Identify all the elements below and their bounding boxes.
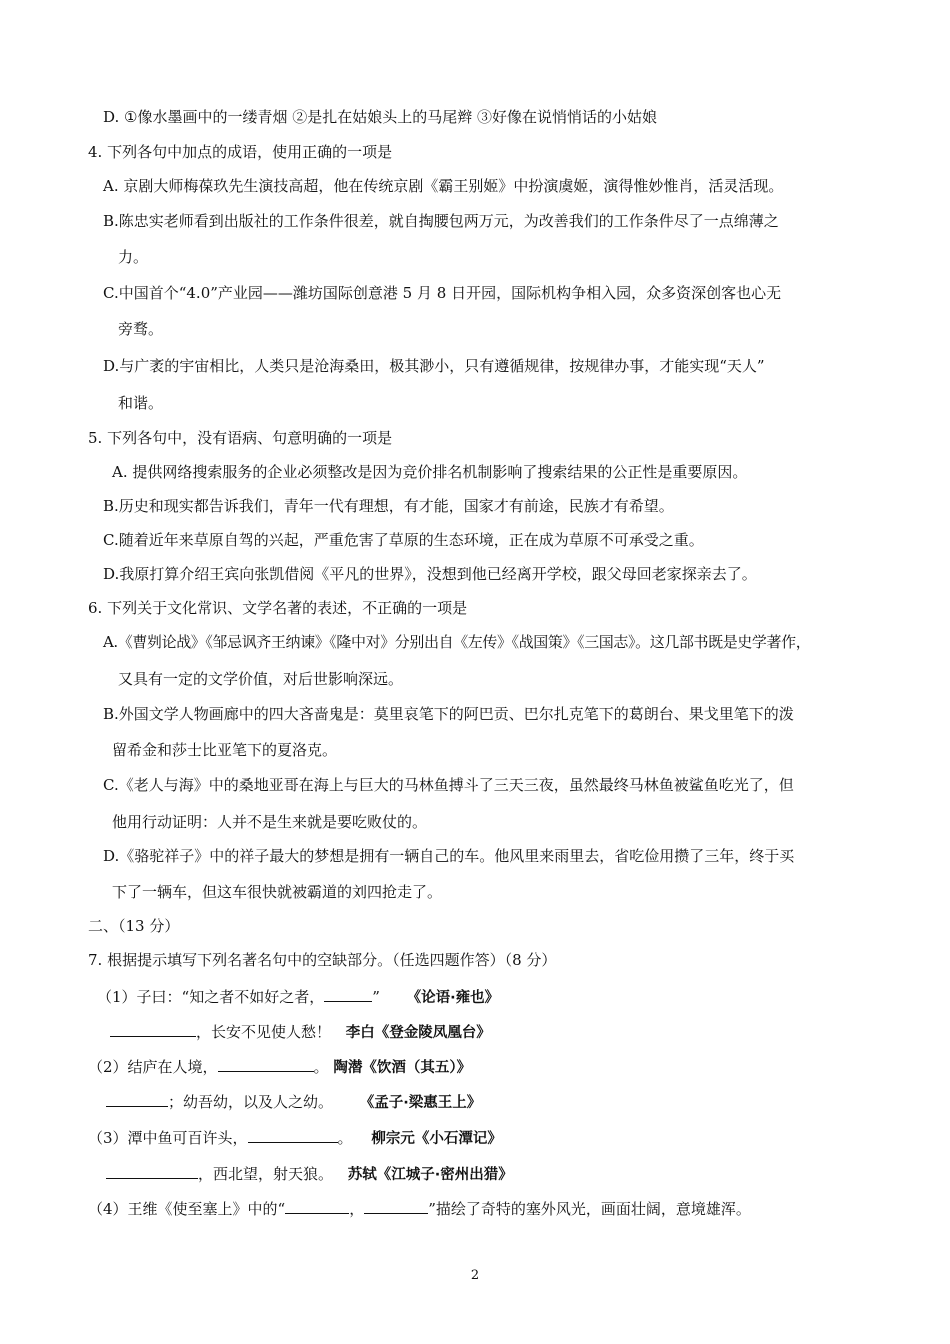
q6-option-b-cont: 留希金和莎士比亚笔下的夏洛克。 bbox=[112, 741, 338, 759]
q6-option-c-cont: 他用行动证明：人并不是生来就是要吃败仗的。 bbox=[112, 813, 428, 831]
q4-option-c: C.中国首个“4.0”产业园——潍坊国际创意港 5 月 8 日开园，国际机构争相入园，众多资深创客也心无 bbox=[103, 284, 782, 302]
q5-option-a: A. 提供网络搜索服务的企业必须整改是因为竞价排名机制影响了搜索结果的公正性是重要原因。 bbox=[112, 463, 748, 481]
q7-item1-line2-text: ，长安不见使人愁！ bbox=[196, 1023, 332, 1041]
q7-item3-line2 bbox=[106, 1163, 513, 1185]
q5-option-d: D.我原打算介绍王宾向张凯借阅《平凡的世界》，没想到他已经离开学校，跟父母回老家探亲去了。 bbox=[103, 565, 757, 583]
q6-stem: 6. 下列关于文化常识、文学名著的表述，不正确的一项是 bbox=[88, 599, 468, 617]
answer-blank[interactable] bbox=[106, 1091, 168, 1107]
q7-item4 bbox=[88, 1198, 751, 1219]
q7-item2-line2-text: ；幼吾幼，以及人之幼。 bbox=[168, 1093, 334, 1111]
q7-item2-line2 bbox=[106, 1091, 481, 1113]
answer-blank[interactable] bbox=[324, 986, 372, 1002]
q7-item3-source: 柳宗元《小石潭记》 bbox=[371, 1131, 502, 1147]
q7-item1-line2 bbox=[110, 1021, 491, 1043]
answer-blank[interactable] bbox=[110, 1021, 196, 1037]
q3-option-d: D. ①像水墨画中的一缕青烟 ②是扎在姑娘头上的马尾辫 ③好像在说悄悄话的小姑娘 bbox=[103, 108, 658, 126]
q7-item1-line2-source: 李白《登金陵凤凰台》 bbox=[345, 1025, 491, 1041]
q7-stem: 7. 根据提示填写下列名著名句中的空缺部分。（任选四题作答）（8 分） bbox=[88, 951, 557, 969]
q4-option-b: B.陈忠实老师看到出版社的工作条件很差，就自掏腰包两万元，为改善我们的工作条件尽了一点绵薄之 bbox=[103, 212, 779, 230]
answer-blank[interactable] bbox=[106, 1163, 198, 1179]
q5-option-c: C.随着近年来草原自驾的兴起，严重危害了草原的生态环境，正在成为草原不可承受之重。 bbox=[103, 531, 704, 549]
q7-item1-source: 《论语·雍也》 bbox=[406, 990, 500, 1006]
q7-item3-line1 bbox=[88, 1127, 502, 1149]
q6-option-d-cont: 下了一辆车，但这车很快就被霸道的刘四抢走了。 bbox=[112, 883, 443, 901]
q7-item4-suffix: ”描绘了奇特的塞外风光，画面壮阔，意境雄浑。 bbox=[428, 1200, 751, 1218]
answer-blank[interactable] bbox=[285, 1198, 349, 1214]
section-2-title: 二、（13 分） bbox=[88, 917, 180, 935]
q7-item3-prefix: （3）潭中鱼可百许头， bbox=[88, 1129, 248, 1147]
q6-option-a-cont: 又具有一定的文学价值，对后世影响深远。 bbox=[118, 670, 404, 688]
q7-item4-prefix: （4）王维《使至塞上》中的“ bbox=[88, 1200, 286, 1218]
q7-item1-line1 bbox=[97, 986, 499, 1008]
q7-item1-prefix: （1）子曰：“知之者不如好之者， bbox=[97, 988, 325, 1006]
q4-option-a: A. 京剧大师梅葆玖先生演技高超，他在传统京剧《霸王别姬》中扮演虞姬，演得惟妙惟肖，活灵活现。 bbox=[103, 177, 784, 195]
q4-option-c-cont: 旁骛。 bbox=[118, 320, 164, 338]
q7-item3-suffix: 。 bbox=[337, 1129, 353, 1147]
q4-stem: 4. 下列各句中加点的成语，使用正确的一项是 bbox=[88, 143, 393, 161]
q7-item2-prefix: （2）结庐在人境， bbox=[88, 1058, 218, 1076]
q7-item3-line2-source: 苏轼《江城子·密州出猎》 bbox=[347, 1167, 513, 1183]
answer-blank[interactable] bbox=[364, 1198, 428, 1214]
q7-item2-line2-source: 《孟子·梁惠王上》 bbox=[359, 1095, 482, 1111]
q4-option-b-cont: 力。 bbox=[118, 248, 149, 266]
q7-item1-suffix: ” bbox=[372, 988, 380, 1006]
q5-stem: 5. 下列各句中，没有语病、句意明确的一项是 bbox=[88, 429, 393, 447]
q6-option-a: A.《曹刿论战》《邹忌讽齐王纳谏》《隆中对》分别出自《左传》《战国策》《三国志》。这几部书既是史学著作， bbox=[103, 633, 811, 651]
q7-item4-sep: ， bbox=[349, 1200, 365, 1218]
answer-blank[interactable] bbox=[248, 1127, 338, 1143]
q6-option-d: D.《骆驼祥子》中的祥子最大的梦想是拥有一辆自己的车。他风里来雨里去，省吃俭用攒了三年，终于买 bbox=[103, 847, 795, 865]
q7-item3-line2-text: ，西北望，射天狼。 bbox=[198, 1165, 334, 1183]
q4-option-d-cont: 和谐。 bbox=[118, 394, 164, 412]
q7-item2-suffix: 。 bbox=[313, 1058, 329, 1076]
answer-blank[interactable] bbox=[218, 1056, 314, 1072]
q6-option-c: C.《老人与海》中的桑地亚哥在海上与巨大的马林鱼搏斗了三天三夜，虽然最终马林鱼被鲨鱼吃光了，但 bbox=[103, 776, 794, 794]
q7-item2-line1 bbox=[88, 1056, 471, 1078]
q5-option-b: B.历史和现实都告诉我们，青年一代有理想，有才能，国家才有前途，民族才有希望。 bbox=[103, 497, 674, 515]
page-number: 2 bbox=[470, 1268, 480, 1283]
q7-item2-source: 陶潜《饮酒（其五）》 bbox=[333, 1060, 472, 1076]
q6-option-b: B.外国文学人物画廊中的四大吝啬鬼是：莫里哀笔下的阿巴贡、巴尔扎克笔下的葛朗台、果戈里笔下的泼 bbox=[103, 705, 794, 723]
q4-option-d: D.与广袤的宇宙相比，人类只是沧海桑田，极其渺小，只有遵循规律，按规律办事，才能实现“天人” bbox=[103, 357, 765, 375]
